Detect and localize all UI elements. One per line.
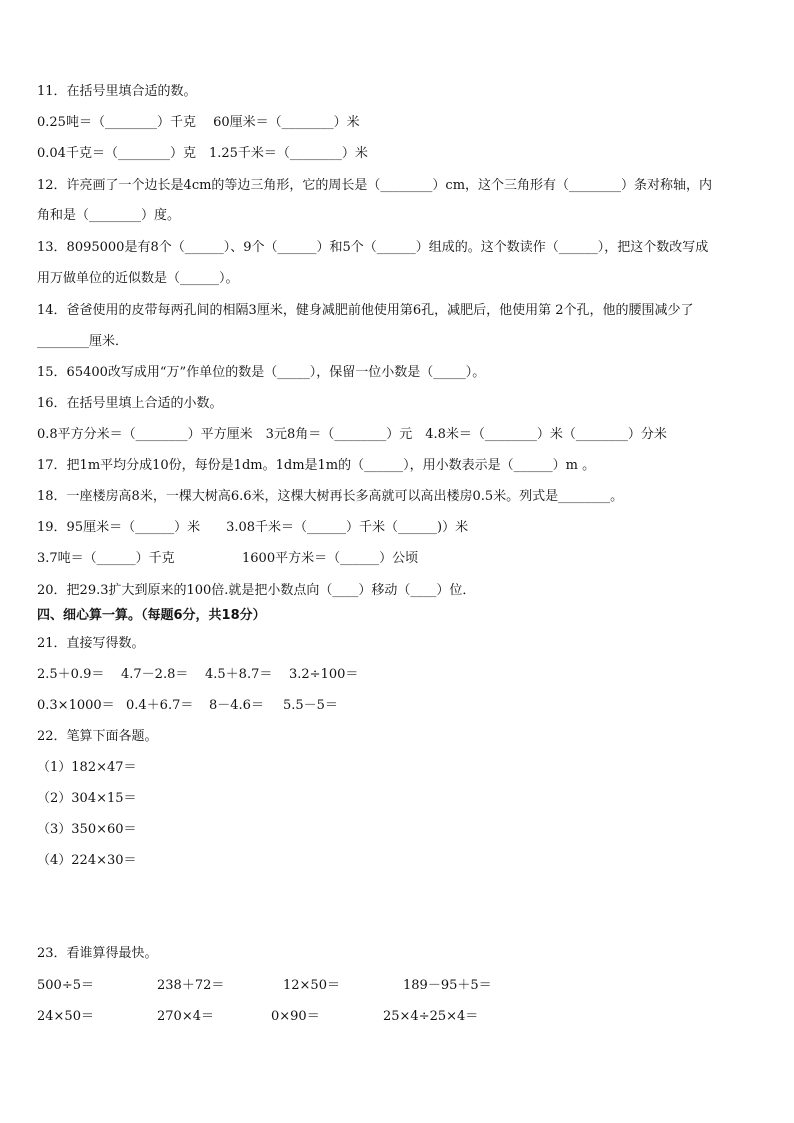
q22-item-3: （3）350×60＝ (37, 822, 137, 837)
q21-row1 (37, 666, 737, 684)
q23-r1-c4: 189－95＋5＝ (403, 978, 492, 993)
q20-line1: 20．把29.3扩大到原来的100倍.就是把小数点向（____）移动（____）位． (37, 583, 476, 598)
q22-item-4: （4）224×30＝ (37, 853, 137, 868)
q21-r1-c3: 4.5＋8.7＝ (205, 667, 273, 682)
q21-r1-c1: 2.5＋0.9＝ (37, 667, 105, 682)
q21-title: 21．直接写得数。 (37, 636, 145, 651)
q16-line1: 0.8平方分米＝（________）平方厘米 3元8角＝（________）元 4.8米＝（________）米（________）分米 (37, 427, 667, 442)
q11-line2: 0.04千克＝（________）克 1.25千米＝（________）米 (37, 146, 368, 161)
q11-line1: 0.25吨＝（________）千克 60厘米＝（________）米 (37, 115, 360, 130)
q15-line1: 15．65400改写成用“万”作单位的数是（_____），保留一位小数是（_____）。 (37, 365, 486, 380)
q13-line2: 用万做单位的近似数是（______）。 (37, 271, 239, 286)
q13-line1: 13．8095000是有8个（______）、9个（______）和5个（______）组成的。这个数读作（______），把这个数改写成 (37, 240, 709, 255)
q19-line1: 19．95厘米＝（______）米 3.08千米＝（______）千米（______)）米 (37, 520, 469, 535)
q22-item-2: （2）304×15＝ (37, 791, 137, 806)
q23-r2-c4: 25×4÷25×4＝ (383, 1009, 479, 1024)
q23-r1-c1: 500÷5＝ (37, 978, 94, 993)
q19-line2-b: 1600平方米＝（______）公顷 (242, 551, 419, 566)
q23-r1-c3: 12×50＝ (283, 978, 340, 993)
q21-r2-c1: 0.3×1000＝ (37, 698, 115, 713)
q21-r2-c2: 0.4＋6.7＝ (126, 698, 194, 713)
q14-line2: ________厘米． (37, 334, 129, 349)
q14-line1: 14．爸爸使用的皮带每两孔间的相隔3厘米，健身减肥前他使用第6孔，减肥后，他使用第 2个孔，他的腰围减少了 (37, 303, 694, 318)
q23-r2-c2: 270×4＝ (157, 1009, 214, 1024)
q18-line1: 18．一座楼房高8米，一棵大树高6.6米，这棵大树再长多高就可以高出楼房0.5米。列式是________。 (37, 489, 624, 504)
q21-r2-c4: 5.5－5＝ (283, 698, 338, 713)
q17-line1: 17．把1m平均分成10份，每份是1dm。1dm是1m的（______），用小数表示是（______）m 。 (37, 458, 596, 473)
q23-row1 (37, 977, 737, 995)
q12-line1: 12．许亮画了一个边长是4cm的等边三角形，它的周长是（________）cm，这个三角形有（________）条对称轴，内 (37, 178, 713, 193)
q21-r1-c4: 3.2÷100＝ (289, 667, 359, 682)
q23-r2-c1: 24×50＝ (37, 1009, 94, 1024)
q23-r1-c2: 238＋72＝ (157, 978, 225, 993)
q12-line2: 角和是（________）度。 (37, 208, 181, 223)
q11-title: 11．在括号里填合适的数。 (37, 84, 197, 99)
q19-line2-a: 3.7吨＝（______）千克 (37, 551, 175, 566)
q23-title: 23．看谁算得最快。 (37, 946, 158, 961)
q22-item-1: （1）182×47＝ (37, 760, 137, 775)
q19-line2 (37, 550, 737, 568)
q21-r1-c2: 4.7－2.8＝ (121, 667, 189, 682)
q22-title: 22．笔算下面各题。 (37, 729, 158, 744)
section4-heading: 四、细心算一算。（每题6分，共18分） (37, 608, 266, 623)
q21-r2-c3: 8－4.6＝ (209, 698, 264, 713)
q23-row2 (37, 1008, 737, 1026)
q16-title: 16．在括号里填上合适的小数。 (37, 396, 223, 411)
q21-row2 (37, 697, 737, 715)
q23-r2-c3: 0×90＝ (271, 1009, 320, 1024)
